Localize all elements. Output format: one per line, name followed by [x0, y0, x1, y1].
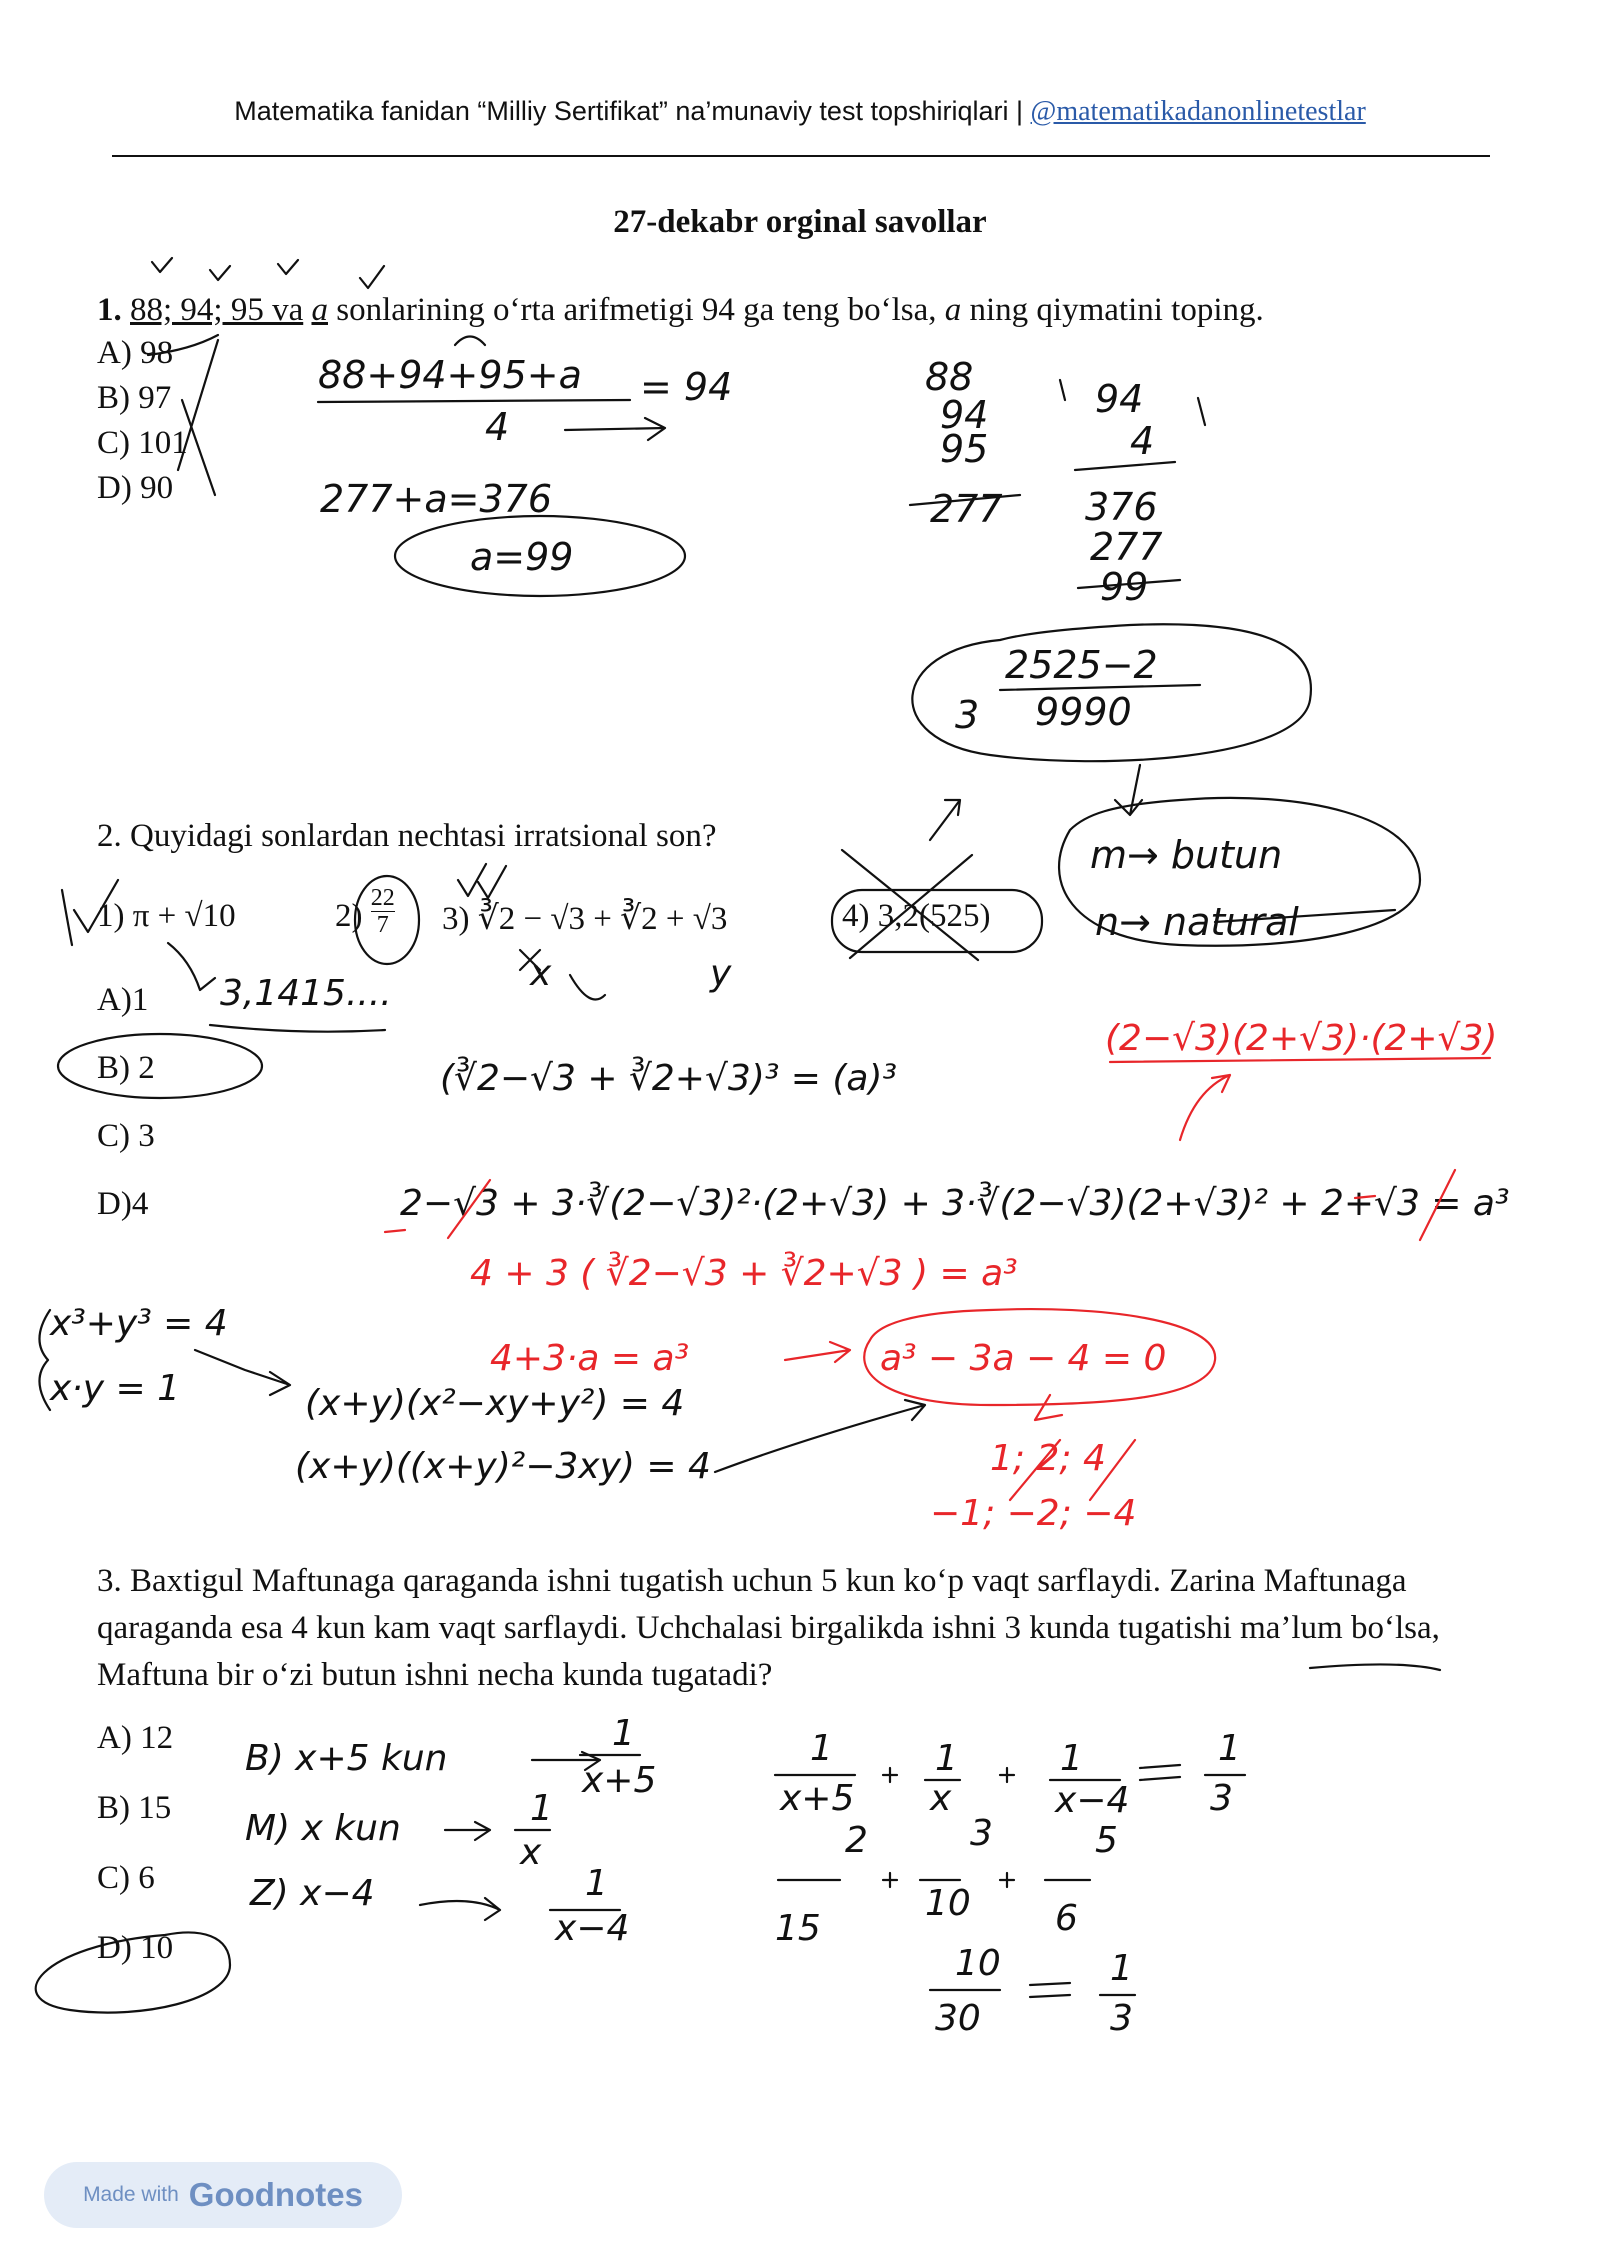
check-mark: [458, 864, 506, 898]
fraction-bar: [318, 400, 630, 402]
equals-sign: [1140, 1765, 1180, 1780]
n-natural: n→ natural: [1095, 900, 1299, 944]
arrow: [445, 1822, 490, 1840]
q3-option-a[interactable]: A) 12: [97, 1720, 174, 1756]
q1-option-b[interactable]: B) 97: [97, 380, 172, 416]
red-line2: 4+3·a = a³: [490, 1338, 690, 1379]
q1-work: [318, 353, 1163, 737]
answer-circle: [58, 1034, 262, 1098]
q1-option-c[interactable]: C) 101: [97, 425, 188, 461]
red-arrow: [785, 1342, 850, 1362]
arrow: [715, 1400, 925, 1472]
q1-var2: a: [944, 292, 962, 328]
arrow: [565, 418, 665, 440]
red-dash: [385, 1230, 405, 1232]
x-label: x: [530, 953, 552, 994]
q1-col2-1: 4: [1130, 419, 1155, 463]
q3-mult-2: 2: [845, 1820, 868, 1861]
q1-col1-1: 94: [940, 393, 989, 437]
q1-text-c: ning qiymatini toping.: [969, 292, 1264, 328]
red-line1: 4 + 3 ( ∛2−√3 + ∛2+√3 ) = a³: [470, 1253, 1018, 1294]
red-divisors1: 1; 2; 4: [990, 1438, 1106, 1479]
q3-option-b[interactable]: B) 15: [97, 1790, 172, 1826]
check-mark: [210, 266, 230, 280]
q3-b: B) x+5 kun: [245, 1738, 448, 1779]
q3-option-d[interactable]: D) 10: [97, 1930, 174, 1966]
q1-frac-whole: 3: [955, 693, 980, 737]
q3-res-den: 30: [935, 1998, 981, 2039]
red-cubic: a³ − 3a − 4 = 0: [880, 1338, 1167, 1379]
q3-den-15: 15: [775, 1908, 821, 1949]
arrow: [930, 800, 960, 840]
q1-col2-2: 376: [1085, 485, 1158, 529]
q3-work: [245, 1713, 1241, 2039]
q1-eq2: 277+a=376: [320, 477, 553, 521]
q3-eq-den3: x−4: [1055, 1780, 1130, 1821]
q1-eq1-rhs: = 94: [640, 365, 733, 409]
q1-col2-3: 277: [1090, 525, 1163, 569]
q2-option-c[interactable]: C) 3: [97, 1118, 155, 1154]
q3-eq-den1: x+5: [780, 1778, 855, 1819]
q2-item-2-prefix: 2): [335, 898, 363, 934]
q1-var: a: [311, 292, 328, 328]
q1-option-d[interactable]: D) 90: [97, 470, 174, 506]
item-box: [832, 890, 1042, 952]
strike-line: [182, 400, 215, 495]
factor-eq2: (x+y)((x+y)²−3xy) = 4: [295, 1446, 711, 1487]
q1-col2-4: 99: [1100, 565, 1149, 609]
system-eq2: x·y = 1: [50, 1368, 181, 1409]
q3-eq-rhs-num: 1: [1218, 1728, 1241, 1769]
q2-item-3-expr: ∛2 − √3 + ∛2 + √3: [477, 901, 728, 937]
q3-option-c[interactable]: C) 6: [97, 1860, 155, 1896]
stroke: [455, 337, 485, 346]
question-2: 2. Quyidagi sonlardan nechtasi irratsional son?: [97, 818, 717, 854]
q3-res-rhs-num: 1: [1110, 1948, 1133, 1989]
red-arrow: [1180, 1075, 1230, 1140]
arrow: [195, 1350, 290, 1395]
red-arrow: [1035, 1395, 1062, 1420]
q1-number: 1.: [97, 292, 122, 328]
item-circle: [355, 876, 419, 964]
page-title: 27-dekabr orginal savollar: [613, 204, 987, 240]
y-label: y: [710, 953, 732, 994]
q1-frac-denominator: 9990: [1035, 690, 1132, 734]
q3-eq-num3: 1: [1060, 1738, 1083, 1779]
q3-m-num: 1: [530, 1788, 553, 1829]
q1-col1-3: 277: [930, 487, 1003, 531]
m-butun: m→ butun: [1090, 833, 1283, 877]
q3-den-6: 6: [1055, 1898, 1078, 1939]
expansion: 2−√3 + 3·∛(2−√3)²·(2+√3) + 3·∛(2−√3)(2+√3)² + 2+√3 = a³: [400, 1183, 1510, 1224]
q2-option-b[interactable]: B) 2: [97, 1050, 155, 1086]
pi-approx: 3,1415....: [220, 973, 392, 1014]
q3-m: M) x kun: [245, 1808, 401, 1849]
red-product: (2−√3)(2+√3)·(2+√3): [1105, 1018, 1498, 1059]
strike-cross: [842, 850, 978, 960]
answer-circle: [36, 1933, 230, 2013]
check-mark: [74, 880, 118, 932]
header-text: Matematika fanidan “Milliy Sertifikat” na’munaviy test topshiriqlari |: [234, 96, 1024, 126]
q3-eq-num1: 1: [810, 1728, 833, 1769]
q1-eq1-numerator: 88+94+95+a: [318, 353, 582, 397]
q3-res-num: 10: [955, 1943, 1001, 1984]
q3-res-rhs-den: 3: [1110, 1998, 1133, 2039]
q3-z-den: x−4: [555, 1908, 630, 1949]
question-3: 3. Baxtigul Maftunaga qaraganda ishni tugatish uchun 5 kun ko‘p vaqt sarflaydi. Zarina Maftunaga qaraganda esa 4 kun kam vaqt sarflaydi. Uchchalasi birgalikda ishni 3 kunda tugatishi ma’lum bo‘lsa, Maftuna bir o‘zi butun ishni necha kunda tugatadi?: [97, 1563, 1440, 1693]
strike-line: [148, 335, 218, 355]
q3-z-num: 1: [585, 1863, 608, 1904]
badge-brand-text: Goodnotes: [188, 2176, 363, 2213]
q1-eq1-denominator: 4: [485, 405, 510, 449]
check-mark: [278, 260, 298, 274]
badge-small-text: Made with: [83, 2183, 179, 2206]
arrow: [420, 1898, 500, 1920]
stroke: [62, 890, 72, 945]
q3-b-num: 1: [612, 1713, 635, 1754]
q1-text-b: sonlarining o‘rta arifmetigi 94 ga teng bo‘lsa,: [336, 292, 937, 328]
q3-z: Z) x−4: [250, 1873, 375, 1914]
q3-eq-den2: x: [930, 1778, 952, 1819]
q3-m-den: x: [520, 1832, 542, 1873]
underline: [1310, 1664, 1440, 1670]
q1-text-a: 88; 94; 95 va: [130, 292, 304, 328]
q2-item-4: 4) 3,2(525): [842, 898, 991, 934]
q3-den-10: 10: [925, 1883, 971, 1924]
check-mark: [360, 266, 384, 288]
q2-item-1: 1) π + √10: [97, 898, 236, 934]
q2-item-2-denominator: 7: [376, 911, 389, 938]
mn-note: [1090, 833, 1299, 944]
system-brace: [39, 1310, 50, 1410]
factor-eq1: (x+y)(x²−xy+y²) = 4: [305, 1383, 685, 1424]
q1-col2-0: 94: [1095, 377, 1144, 421]
q2-option-d[interactable]: D)4: [97, 1186, 149, 1222]
stroke: [570, 975, 605, 1000]
q1-col1-2: 95: [940, 427, 989, 471]
q3-eq-rhs-den: 3: [1210, 1778, 1233, 1819]
cube-equation: (∛2−√3 + ∛2+√3)³ = (a)³: [440, 1058, 897, 1099]
channel-link[interactable]: @matematikadanonlinetestlar: [1030, 96, 1366, 127]
q3-mult-5: 5: [1095, 1820, 1118, 1861]
system-eq1: x³+y³ = 4: [50, 1303, 228, 1344]
q1-eq3: a=99: [470, 535, 574, 579]
check-mark: [152, 258, 172, 272]
arrow: [168, 943, 215, 990]
red-divisors2: −1; −2; −4: [930, 1493, 1137, 1534]
q3-b-den: x+5: [582, 1760, 657, 1801]
q1-col1-0: 88: [925, 355, 974, 399]
q3-mult-3: 3: [970, 1813, 993, 1854]
q2-item-2-numerator: 22: [370, 884, 395, 911]
goodnotes-badge[interactable]: [44, 2162, 402, 2228]
q2-item-3-prefix: 3): [442, 901, 470, 937]
q1-frac-numerator: 2525−2: [1005, 643, 1158, 687]
underline: [210, 1025, 385, 1032]
q2-option-a[interactable]: A)1: [97, 982, 149, 1018]
q1-option-a[interactable]: A) 98: [97, 335, 174, 371]
q3-eq-num2: 1: [935, 1738, 958, 1779]
fraction-bar: [930, 1983, 1135, 1997]
